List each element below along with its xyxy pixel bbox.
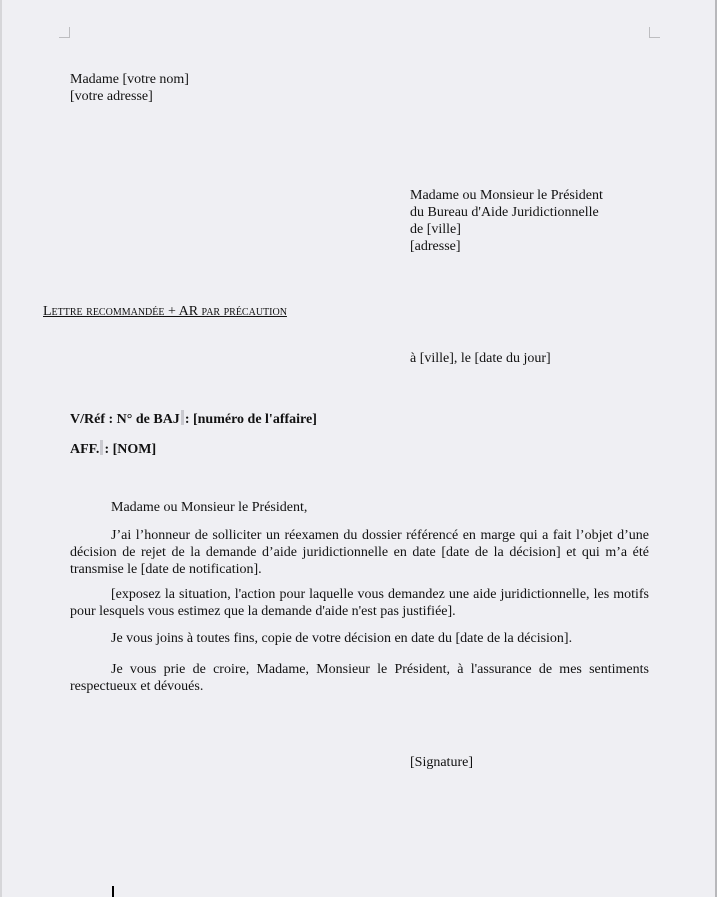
sender-name: Madame [votre nom] bbox=[70, 72, 189, 87]
sender-address-block[interactable] bbox=[70, 71, 189, 105]
body-paragraph-3[interactable]: Je vous joins à toutes fins, copie de votre décision en date du [date de la décision]. bbox=[111, 631, 573, 646]
recipient-address-block[interactable] bbox=[410, 187, 603, 255]
page-left-edge bbox=[0, 0, 2, 897]
reference-label: V/Réf : N° de BAJ bbox=[70, 412, 180, 427]
affair-line[interactable] bbox=[70, 440, 156, 458]
reference-line[interactable] bbox=[70, 410, 317, 428]
recipient-line-3: de [ville] bbox=[410, 222, 461, 237]
sender-address: [votre adresse] bbox=[70, 89, 153, 104]
subject-line[interactable]: Lettre recommandée + AR par précaution bbox=[43, 304, 287, 319]
affair-label: AFF. bbox=[70, 442, 100, 457]
place-and-date-line[interactable]: à [ville], le [date du jour] bbox=[410, 351, 551, 366]
body-paragraph-2[interactable]: [exposez la situation, l'action pour laquelle vous demandez une aide juridictionnelle, les motifs pour lesquels vous estimez que la demande d'aide n'est pas justifiée]. bbox=[70, 587, 649, 619]
signature-placeholder[interactable]: [Signature] bbox=[410, 755, 473, 770]
top-right-margin-marker bbox=[649, 27, 660, 38]
recipient-line-2: du Bureau d'Aide Juridictionnelle bbox=[410, 205, 599, 220]
recipient-line-1: Madame ou Monsieur le Président bbox=[410, 188, 603, 203]
text-cursor bbox=[112, 886, 114, 897]
field-shading-marker bbox=[100, 440, 103, 455]
body-paragraph-4[interactable]: Je vous prie de croire, Madame, Monsieur le Président, à l'assurance de mes sentiments respectueux et dévoués. bbox=[70, 662, 649, 694]
reference-value: : [numéro de l'affaire] bbox=[184, 412, 317, 427]
body-paragraph-1[interactable]: J’ai l’honneur de solliciter un réexamen du dossier référencé en marge qui a fait l’objet d’une décision de rejet de la demande d’aide juridictionnelle en date [date de la décision] et qui m’a été transmise le [date de notification]. bbox=[70, 528, 649, 577]
field-shading-marker bbox=[181, 410, 184, 425]
recipient-line-4: [adresse] bbox=[410, 239, 461, 254]
greeting[interactable]: Madame ou Monsieur le Président, bbox=[111, 500, 308, 515]
top-left-margin-marker bbox=[59, 27, 70, 38]
affair-value: : [NOM] bbox=[104, 442, 157, 457]
